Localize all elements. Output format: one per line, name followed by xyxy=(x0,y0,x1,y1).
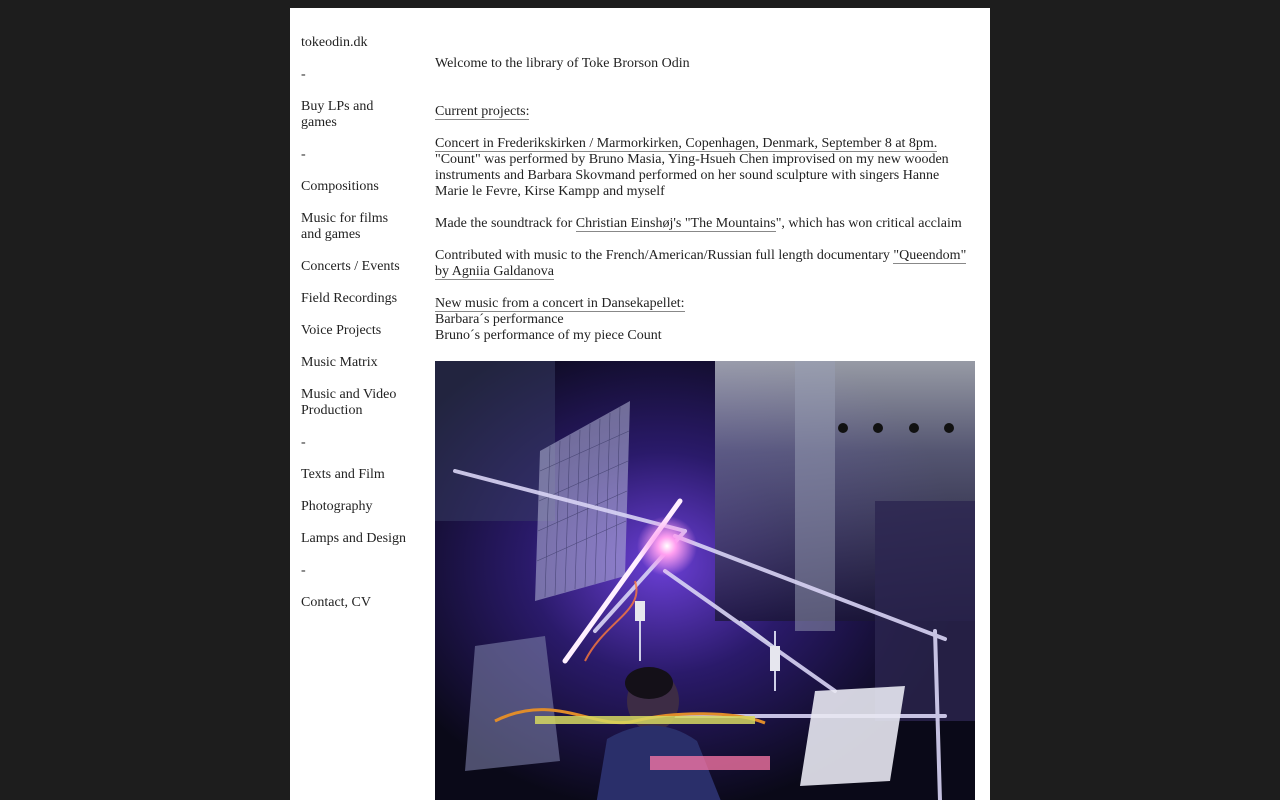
nav-music-video-production[interactable]: Music and Video Production xyxy=(301,387,397,418)
sidebar-nav xyxy=(301,35,411,627)
nav-separator: - xyxy=(301,67,306,82)
main-content xyxy=(435,56,975,360)
mountains-link[interactable]: Christian Einshøj's "The Mountains xyxy=(575,216,776,231)
concert-paragraph xyxy=(435,136,975,200)
nav-music-matrix[interactable]: Music Matrix xyxy=(301,355,378,370)
soundtrack-prefix: Made the soundtrack for xyxy=(435,216,576,231)
nav-texts-film[interactable]: Texts and Film xyxy=(301,467,385,482)
barbara-performance: Barbara´s performance xyxy=(435,312,564,327)
nav-separator: - xyxy=(301,563,306,578)
concert-photo xyxy=(435,361,975,800)
nav-buy-lps-games[interactable]: Buy LPs and games xyxy=(301,99,374,130)
nav-separator: - xyxy=(301,147,306,162)
nav-lamps-design[interactable]: Lamps and Design xyxy=(301,531,406,546)
concert-link[interactable]: Concert in Frederikskirken / Marmorkirken, Copenhagen, Denmark, September 8 at 8pm. xyxy=(435,136,938,151)
nav-photography[interactable]: Photography xyxy=(301,499,373,514)
soundtrack-paragraph xyxy=(435,216,975,232)
welcome-text: Welcome to the library of Toke Brorson Odin xyxy=(435,56,690,71)
nav-separator: - xyxy=(301,435,306,450)
current-projects-heading xyxy=(435,104,975,120)
queendom-link[interactable]: "Queendom" by Agniia Galdanova xyxy=(435,248,967,279)
concert-photo-illustration xyxy=(435,361,975,800)
dansekapellet-link[interactable]: New music from a concert in Dansekapellet: xyxy=(435,296,685,311)
soundtrack-suffix: ", which has won critical acclaim xyxy=(775,216,962,231)
nav-home[interactable]: tokeodin.dk xyxy=(301,35,368,50)
documentary-paragraph xyxy=(435,248,975,280)
nav-field-recordings[interactable]: Field Recordings xyxy=(301,291,398,306)
nav-concerts-events[interactable]: Concerts / Events xyxy=(301,259,400,274)
dansekapellet-paragraph xyxy=(435,296,975,344)
nav-compositions[interactable]: Compositions xyxy=(301,179,379,194)
nav-contact-cv[interactable]: Contact, CV xyxy=(301,595,371,610)
current-projects-link[interactable]: Current projects: xyxy=(435,104,530,119)
page-container xyxy=(290,8,990,800)
concert-description: "Count" was performed by Bruno Masia, Ying-Hsueh Chen improvised on my new wooden instruments and Barbara Skovmand performed on her sound sculpture with singers Hanne Marie le Fevre, Kirse Kampp and myself xyxy=(435,152,949,199)
bruno-performance: Bruno´s performance of my piece Count xyxy=(435,328,662,343)
nav-voice-projects[interactable]: Voice Projects xyxy=(301,323,382,338)
documentary-prefix: Contributed with music to the French/American/Russian full length documentary xyxy=(435,248,894,263)
nav-music-films-games[interactable]: Music for films and games xyxy=(301,211,389,242)
